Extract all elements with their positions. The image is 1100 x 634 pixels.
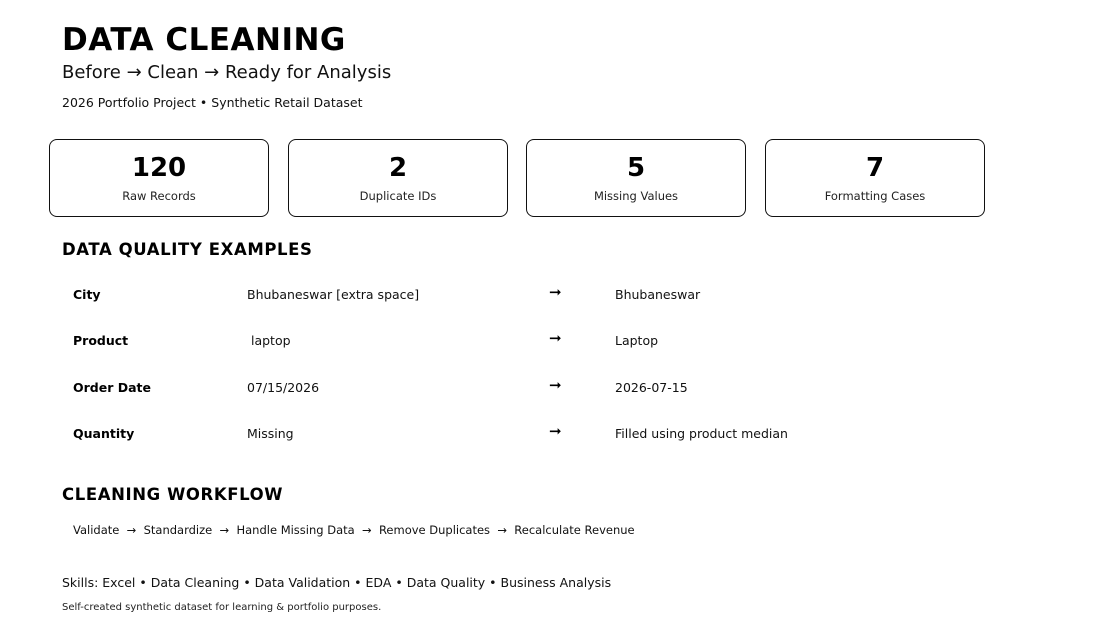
quality-row-before: Missing [247, 426, 294, 441]
quality-row-before: 07/15/2026 [247, 380, 320, 395]
stat-value: 120 [131, 153, 187, 183]
quality-row-field: City [73, 287, 101, 302]
stat-card-formatting-cases [765, 139, 985, 217]
arrow-right-icon: ➞ [549, 376, 562, 394]
quality-row-field: Order Date [73, 380, 151, 395]
quality-row-after: Laptop [615, 333, 659, 348]
stat-label: Formatting Cases [824, 189, 926, 203]
stat-value: 2 [388, 153, 408, 183]
quality-row-field: Product [73, 333, 129, 348]
arrow-right-icon: ➞ [549, 329, 562, 347]
quality-row-before: laptop [247, 333, 291, 348]
project-tagline: 2026 Portfolio Project • Synthetic Retail Dataset [62, 95, 363, 110]
stat-value: 7 [865, 153, 885, 183]
skills-line: Skills: Excel • Data Cleaning • Data Validation • EDA • Data Quality • Business Analysis [62, 575, 612, 590]
arrow-right-icon: ➞ [549, 422, 562, 440]
quality-row-after: Bhubaneswar [615, 287, 701, 302]
data-quality-heading: DATA QUALITY EXAMPLES [62, 240, 313, 259]
stat-value: 5 [626, 153, 646, 183]
quality-row-after: Filled using product median [615, 426, 788, 441]
page-subtitle: Before → Clean → Ready for Analysis [62, 62, 392, 83]
page-title: DATA CLEANING [62, 22, 346, 58]
quality-row-before: Bhubaneswar [extra space] [247, 287, 420, 302]
stat-label: Duplicate IDs [359, 189, 437, 203]
quality-row-after: 2026-07-15 [615, 380, 688, 395]
stat-label: Raw Records [122, 189, 196, 203]
cleaning-workflow-heading: CLEANING WORKFLOW [62, 485, 284, 504]
stat-card-missing-values [526, 139, 746, 217]
arrow-right-icon: ➞ [549, 283, 562, 301]
quality-row-field: Quantity [73, 426, 135, 441]
workflow-steps: Validate → Standardize → Handle Missing Data → Remove Duplicates → Recalculate Revenue [73, 523, 635, 537]
stat-label: Missing Values [593, 189, 679, 203]
footnote: Self-created synthetic dataset for learning & portfolio purposes. [62, 602, 382, 613]
stat-card-raw-records [49, 139, 269, 217]
stat-card-duplicate-ids [288, 139, 508, 217]
